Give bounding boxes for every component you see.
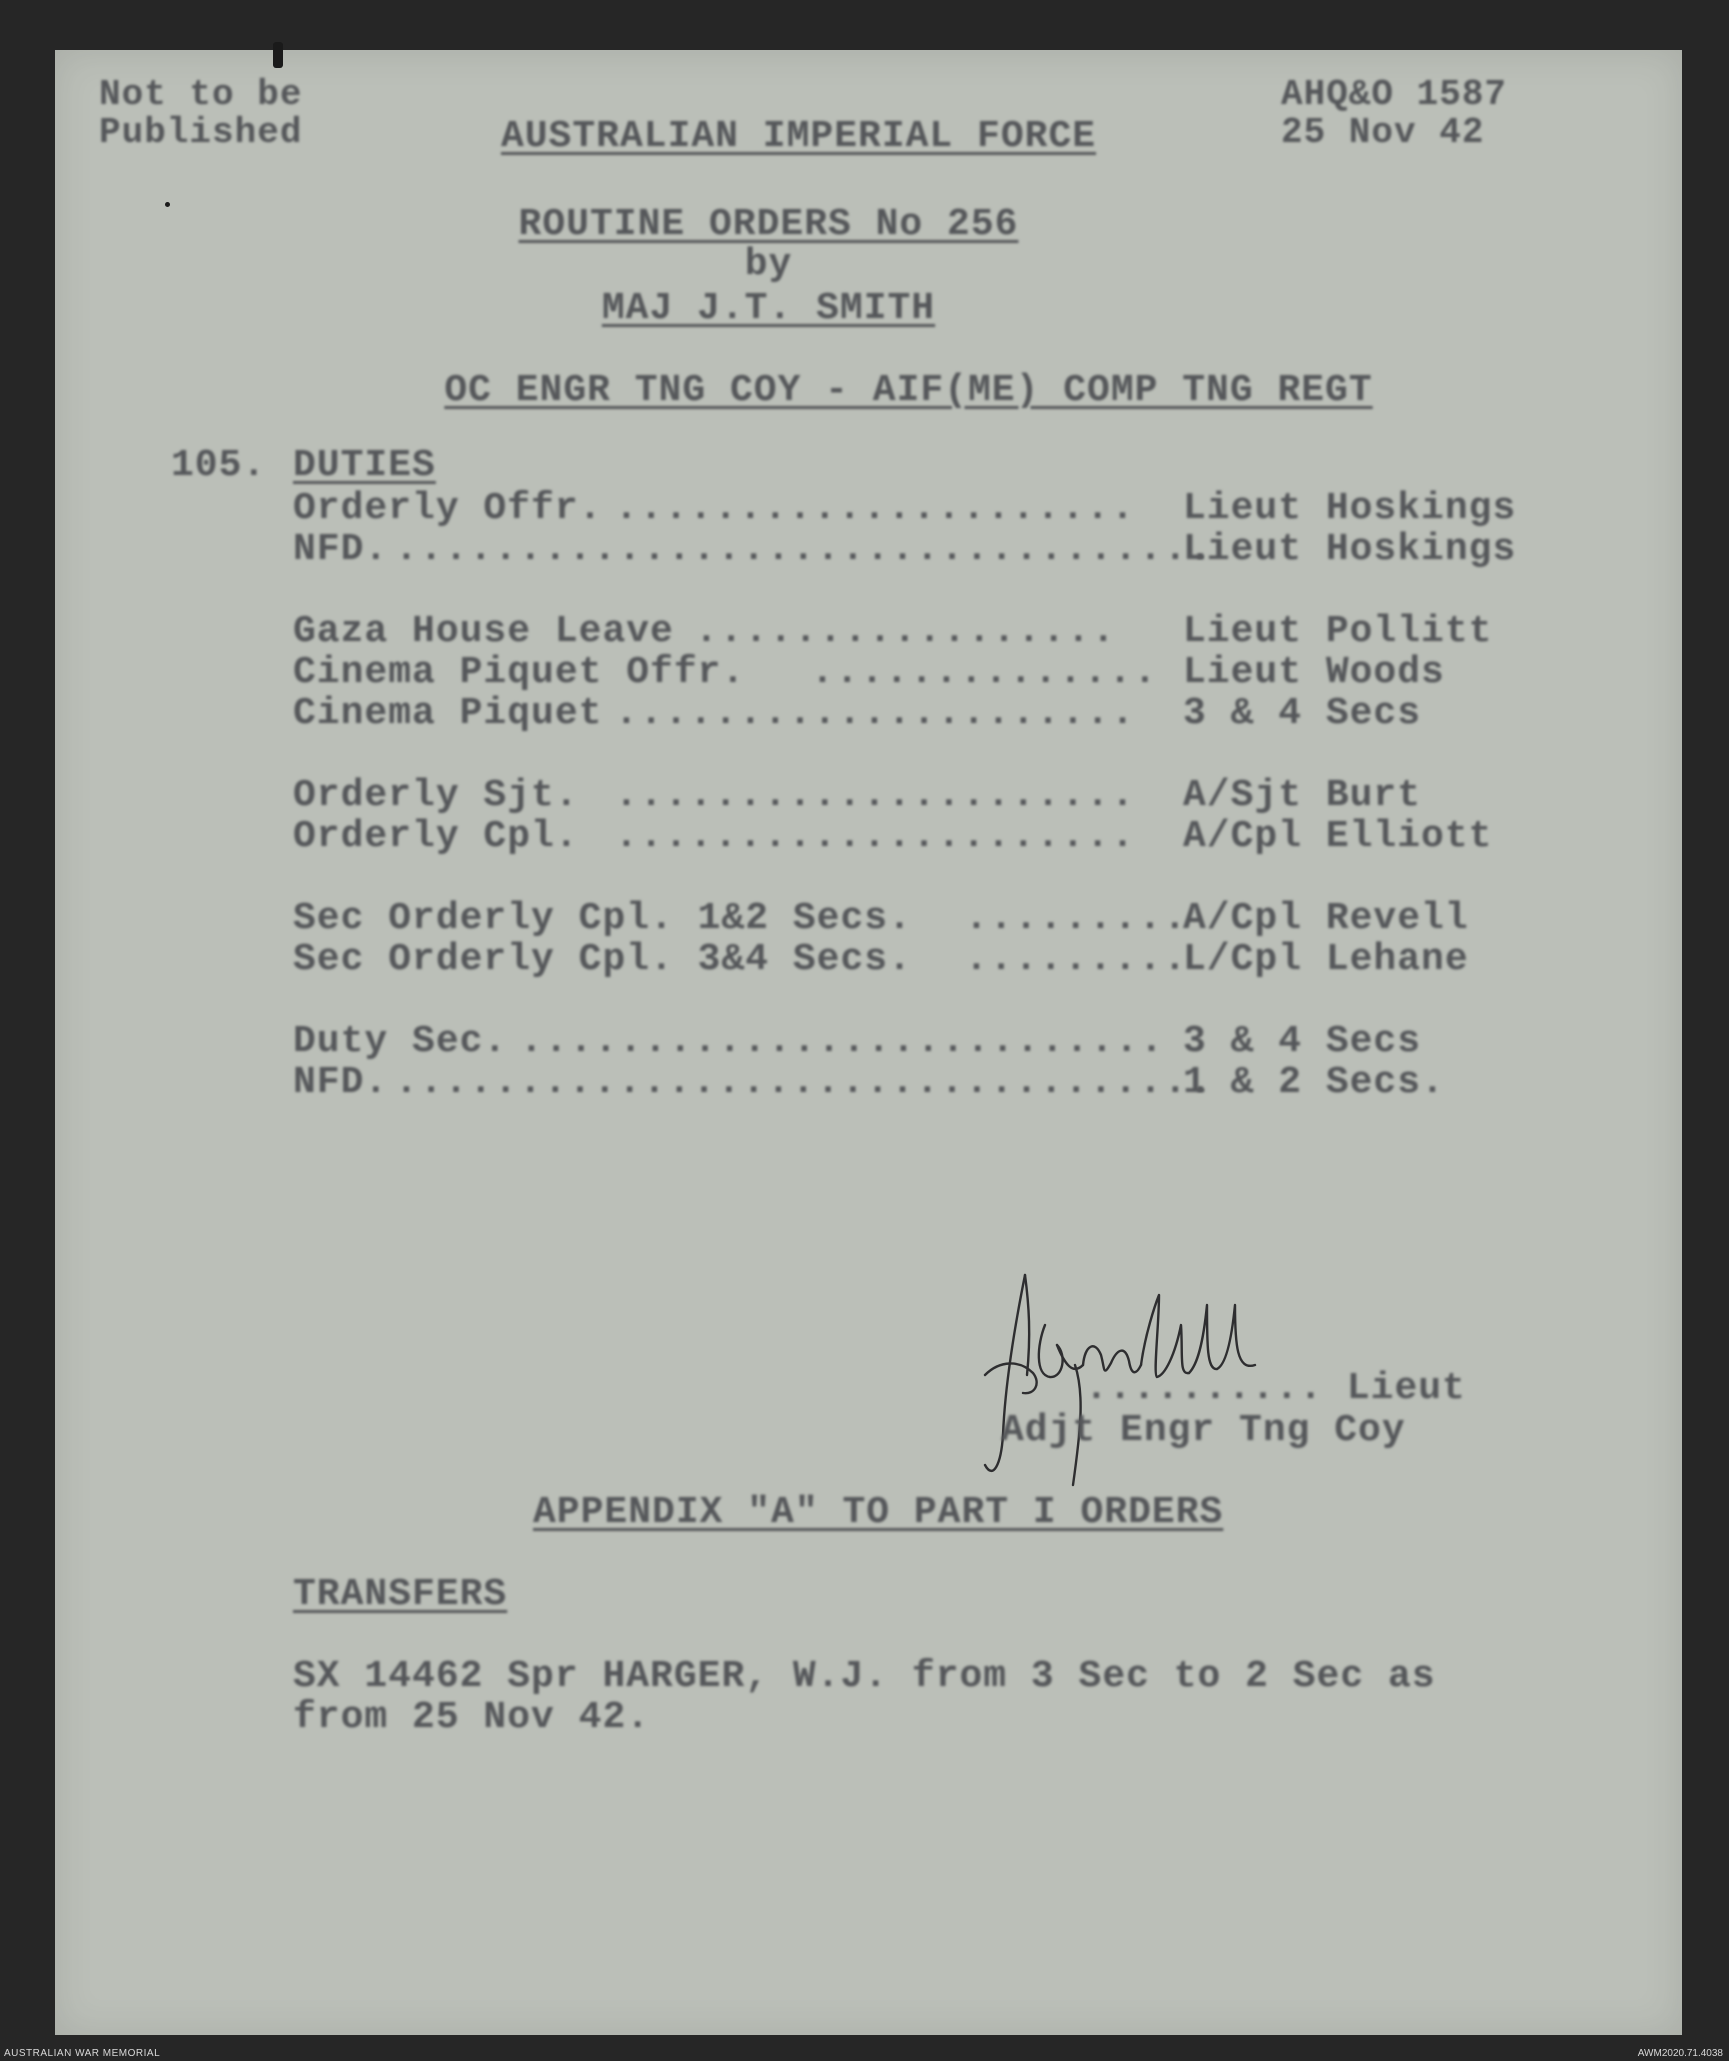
punch-mark [273, 42, 283, 68]
catalogue-number: AWM2020.71.4038 [1637, 2048, 1723, 2059]
duty-label: Gaza House Leave [293, 610, 674, 653]
duty-value: 1 & 2 Secs. [1183, 1061, 1445, 1104]
duty-value: Lieut Pollitt [1183, 610, 1493, 653]
transfers-heading: TRANSFERS [293, 1573, 508, 1616]
reference-date: 25 Nov 42 [1281, 112, 1485, 153]
leader-dots: ..................... [615, 692, 1136, 735]
leader-dots: .............. [811, 651, 1159, 694]
reference-number: AHQ&O 1587 [1281, 74, 1508, 115]
notice-line-1: Not to be [99, 74, 303, 115]
issuer-name: MAJ J.T. SMITH [601, 287, 936, 330]
archive-credit: AUSTRALIAN WAR MEMORIAL [4, 2048, 161, 2059]
section-number: 105. [171, 444, 267, 487]
signatory-rank-line: .......... Lieut [1085, 1367, 1466, 1410]
leader-dots: ..................... [615, 487, 1136, 530]
duty-value: L/Cpl Lehane [1183, 938, 1469, 981]
duty-value: A/Cpl Elliott [1183, 815, 1493, 858]
document-title: AUSTRALIAN IMPERIAL FORCE [500, 115, 1097, 158]
duty-label: Sec Orderly Cpl. 1&2 Secs. [293, 897, 912, 940]
orders-title: ROUTINE ORDERS No 256 [518, 203, 1019, 246]
ink-speck [165, 202, 170, 207]
leader-dots: ................................. [395, 1061, 1214, 1104]
duty-label: Orderly Sjt. [293, 774, 579, 817]
duty-label: NFD. [293, 1061, 389, 1104]
leader-dots: ......... [965, 897, 1189, 940]
leader-dots: ......... [965, 938, 1189, 981]
section-heading: DUTIES [293, 444, 436, 487]
signatory-appointment: Adjt Engr Tng Coy [1001, 1409, 1406, 1452]
leader-dots: ................. [695, 610, 1117, 653]
duty-label: Cinema Piquet [293, 692, 603, 735]
duty-label: Cinema Piquet Offr. [293, 651, 746, 694]
duty-value: A/Cpl Revell [1183, 897, 1469, 940]
duty-label: Orderly Offr. [293, 487, 603, 530]
signatory-rank: Lieut [1346, 1367, 1466, 1410]
transfer-line-2: from 25 Nov 42. [293, 1696, 651, 1739]
transfer-line-1: SX 14462 Spr HARGER, W.J. from 3 Sec to 2 Sec as [293, 1655, 1436, 1698]
duty-label: Orderly Cpl. [293, 815, 579, 858]
leader-dots: ................................. [395, 528, 1214, 571]
appendix-heading: APPENDIX "A" TO PART I ORDERS [533, 1491, 1224, 1534]
duty-value: Lieut Hoskings [1183, 487, 1517, 530]
duty-value: 3 & 4 Secs [1183, 1020, 1422, 1063]
leader-dots: .......................... [520, 1020, 1165, 1063]
duty-label: Duty Sec. [293, 1020, 508, 1063]
duty-value: Lieut Woods [1183, 651, 1445, 694]
duty-value: A/Sjt Burt [1183, 774, 1422, 817]
duty-value: Lieut Hoskings [1183, 528, 1517, 571]
unit-name: OC ENGR TNG COY - AIF(ME) COMP TNG REGT [444, 369, 1373, 412]
by-line: by [744, 243, 793, 286]
notice-line-2: Published [99, 112, 303, 153]
duty-label: NFD. [293, 528, 389, 571]
duty-value: 3 & 4 Secs [1183, 692, 1422, 735]
duty-label: Sec Orderly Cpl. 3&4 Secs. [293, 938, 912, 981]
leader-dots: ..................... [615, 815, 1136, 858]
typed-page [55, 50, 1682, 2035]
leader-dots: ..................... [615, 774, 1136, 817]
